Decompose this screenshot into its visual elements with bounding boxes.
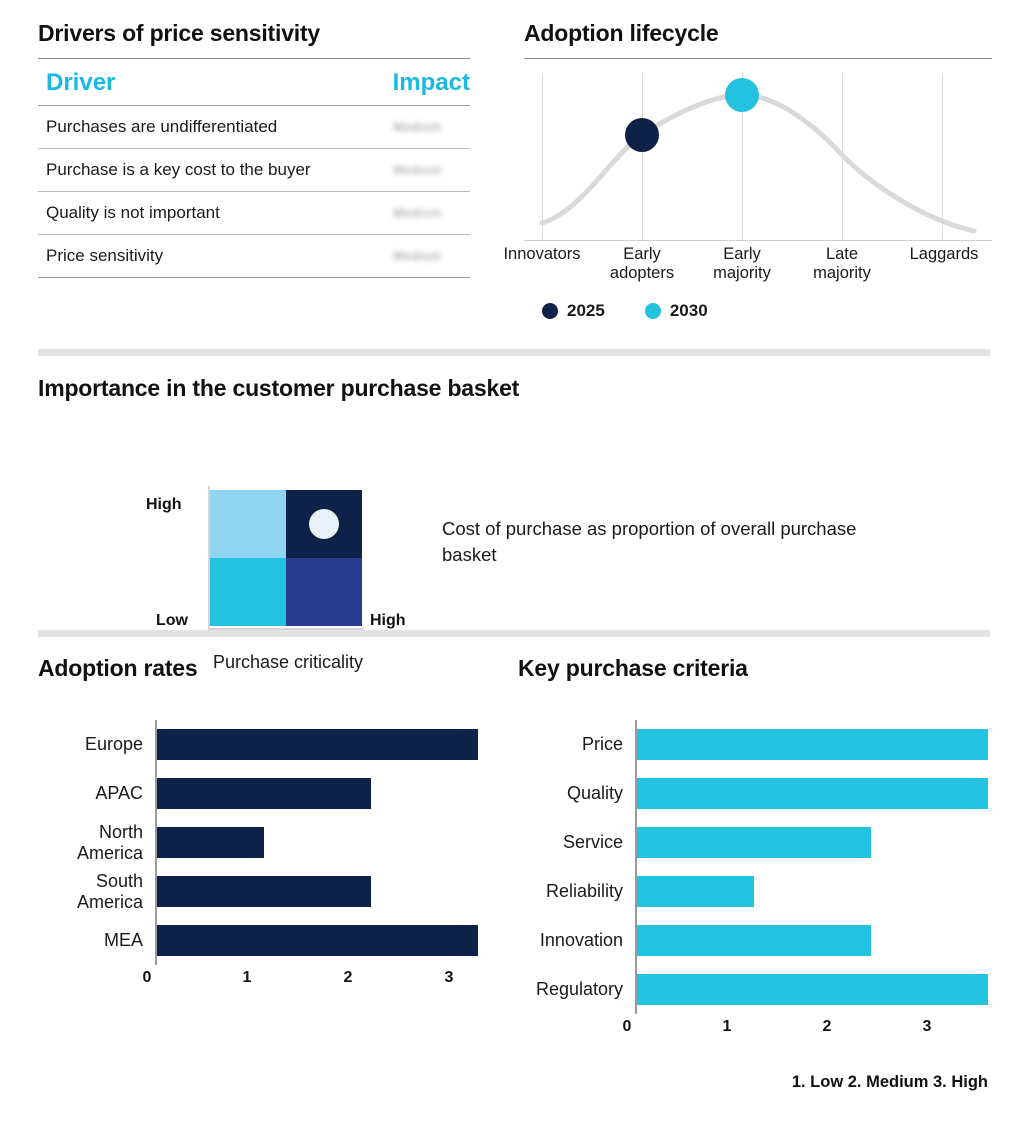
bar-category-label: Service (562, 832, 623, 852)
bar-row (38, 720, 478, 769)
bar (637, 974, 988, 1005)
scale-legend-note: 1. Low 2. Medium 3. High (791, 1073, 988, 1091)
legend-label: 2025 (567, 301, 605, 320)
driver-label: Purchases are undifferentiated (46, 117, 278, 136)
bar-row (518, 867, 988, 916)
lifecycle-markers (524, 73, 992, 241)
x-tick-label: 1 (242, 969, 252, 986)
drivers-title: Drivers of price sensitivity (38, 20, 321, 46)
matrix-cell-top-right (286, 490, 362, 558)
impact-value-redacted: Medium (393, 120, 442, 134)
matrix-x-axis-title: Purchase criticality (212, 652, 364, 672)
column-header-impact: Impact (392, 69, 470, 96)
bar-row (38, 818, 478, 867)
x-tick-label: 3 (444, 969, 454, 986)
bar (637, 827, 871, 858)
legend-swatch-icon (542, 303, 558, 319)
legend-label: 2030 (669, 301, 708, 320)
bar-category-label: Europe (84, 734, 143, 754)
bar-row (38, 769, 478, 818)
bar-track (155, 720, 478, 769)
bar (637, 729, 988, 760)
bar-track (155, 916, 478, 965)
x-tick-label: Innovators (503, 245, 581, 263)
bar-category-label: North America (76, 821, 143, 863)
bar-row (38, 867, 478, 916)
drivers-table-header (38, 59, 470, 106)
bar (637, 925, 871, 956)
lifecycle-title-rule (524, 58, 992, 59)
bar-track (635, 965, 988, 1014)
criteria-title: Key purchase criteria (518, 655, 748, 681)
adoption-rates-section (38, 655, 478, 993)
table-row (38, 192, 470, 235)
driver-label: Price sensitivity (46, 246, 164, 265)
bar-track (635, 818, 988, 867)
lifecycle-legend (524, 301, 992, 321)
driver-label: Purchase is a key cost to the buyer (46, 160, 311, 179)
section-divider (38, 630, 990, 637)
matrix-cell-bottom-left (210, 558, 286, 626)
key-purchase-criteria-chart (518, 720, 988, 1042)
matrix-cell-top-left (210, 490, 286, 558)
x-tick-label: 0 (142, 969, 152, 986)
bar-track (155, 818, 478, 867)
bar (637, 778, 988, 809)
table-row (38, 149, 470, 192)
table-row (38, 106, 470, 149)
bar (637, 876, 754, 907)
column-header-driver: Driver (46, 69, 116, 96)
bar-track (635, 769, 988, 818)
x-tick-label: 2 (343, 969, 353, 986)
bar-row (518, 769, 988, 818)
bar (157, 729, 478, 760)
bar-category-label: Innovation (539, 930, 623, 950)
legend-item-2030 (645, 301, 708, 321)
bar-category-label: Reliability (545, 881, 623, 901)
lifecycle-x-labels (503, 245, 992, 293)
drivers-section (38, 20, 470, 278)
x-axis-high-label: High (370, 612, 406, 629)
basket-title: Importance in the customer purchase basket (38, 375, 520, 401)
adoption-rates-chart (38, 720, 478, 993)
x-tick-label: 2 (822, 1018, 832, 1035)
legend-swatch-icon (645, 303, 661, 319)
x-tick-label: 1 (722, 1018, 732, 1035)
x-tick-label: Late majority (813, 245, 871, 282)
bar (157, 778, 371, 809)
bar-category-label: Price (581, 734, 623, 754)
bar-track (155, 769, 478, 818)
x-tick-label: Early majority (713, 245, 771, 282)
bar-category-label: South America (76, 870, 143, 912)
adoption-rates-x-axis (143, 965, 478, 993)
impact-value-redacted: Medium (393, 249, 442, 263)
y-axis-low-label: Low (156, 612, 188, 629)
bar-category-label: Regulatory (535, 979, 623, 999)
bar-track (635, 867, 988, 916)
adoption-lifecycle-section (503, 20, 992, 321)
bar-row (518, 720, 988, 769)
bar-category-label: MEA (103, 930, 143, 950)
bar-row (518, 916, 988, 965)
bar (157, 827, 264, 858)
impact-value-redacted: Medium (393, 206, 442, 220)
bar-track (155, 867, 478, 916)
y-axis-high-label: High (146, 496, 182, 513)
bar-row (518, 965, 988, 1014)
two-by-two-matrix (210, 490, 362, 626)
driver-label: Quality is not important (46, 203, 220, 222)
x-tick-label: Early adopters (609, 245, 675, 282)
adoption-rates-title: Adoption rates (38, 655, 198, 681)
impact-value-redacted: Medium (393, 163, 442, 177)
x-tick-label: 0 (622, 1018, 632, 1035)
bar-category-label: APAC (95, 783, 143, 803)
matrix-note: Cost of purchase as proportion of overall purchase basket (442, 518, 857, 565)
position-marker-icon (309, 509, 339, 539)
bar-row (518, 818, 988, 867)
matrix-cell-bottom-right (286, 558, 362, 626)
key-purchase-criteria-section (518, 655, 988, 1091)
bar (157, 925, 478, 956)
lifecycle-title: Adoption lifecycle (524, 20, 719, 46)
x-tick-label: 3 (922, 1018, 932, 1035)
marker-2030 (725, 78, 759, 112)
bar-track (635, 916, 988, 965)
bar (157, 876, 371, 907)
bar-row (38, 916, 478, 965)
bar-track (635, 720, 988, 769)
table-row (38, 235, 470, 278)
lifecycle-chart (524, 73, 992, 241)
bar-category-label: Quality (566, 783, 623, 803)
criteria-x-axis (623, 1014, 988, 1042)
legend-item-2025 (542, 301, 605, 321)
x-tick-label: Laggards (909, 245, 979, 263)
marker-2025 (625, 118, 659, 152)
section-divider (38, 349, 990, 356)
